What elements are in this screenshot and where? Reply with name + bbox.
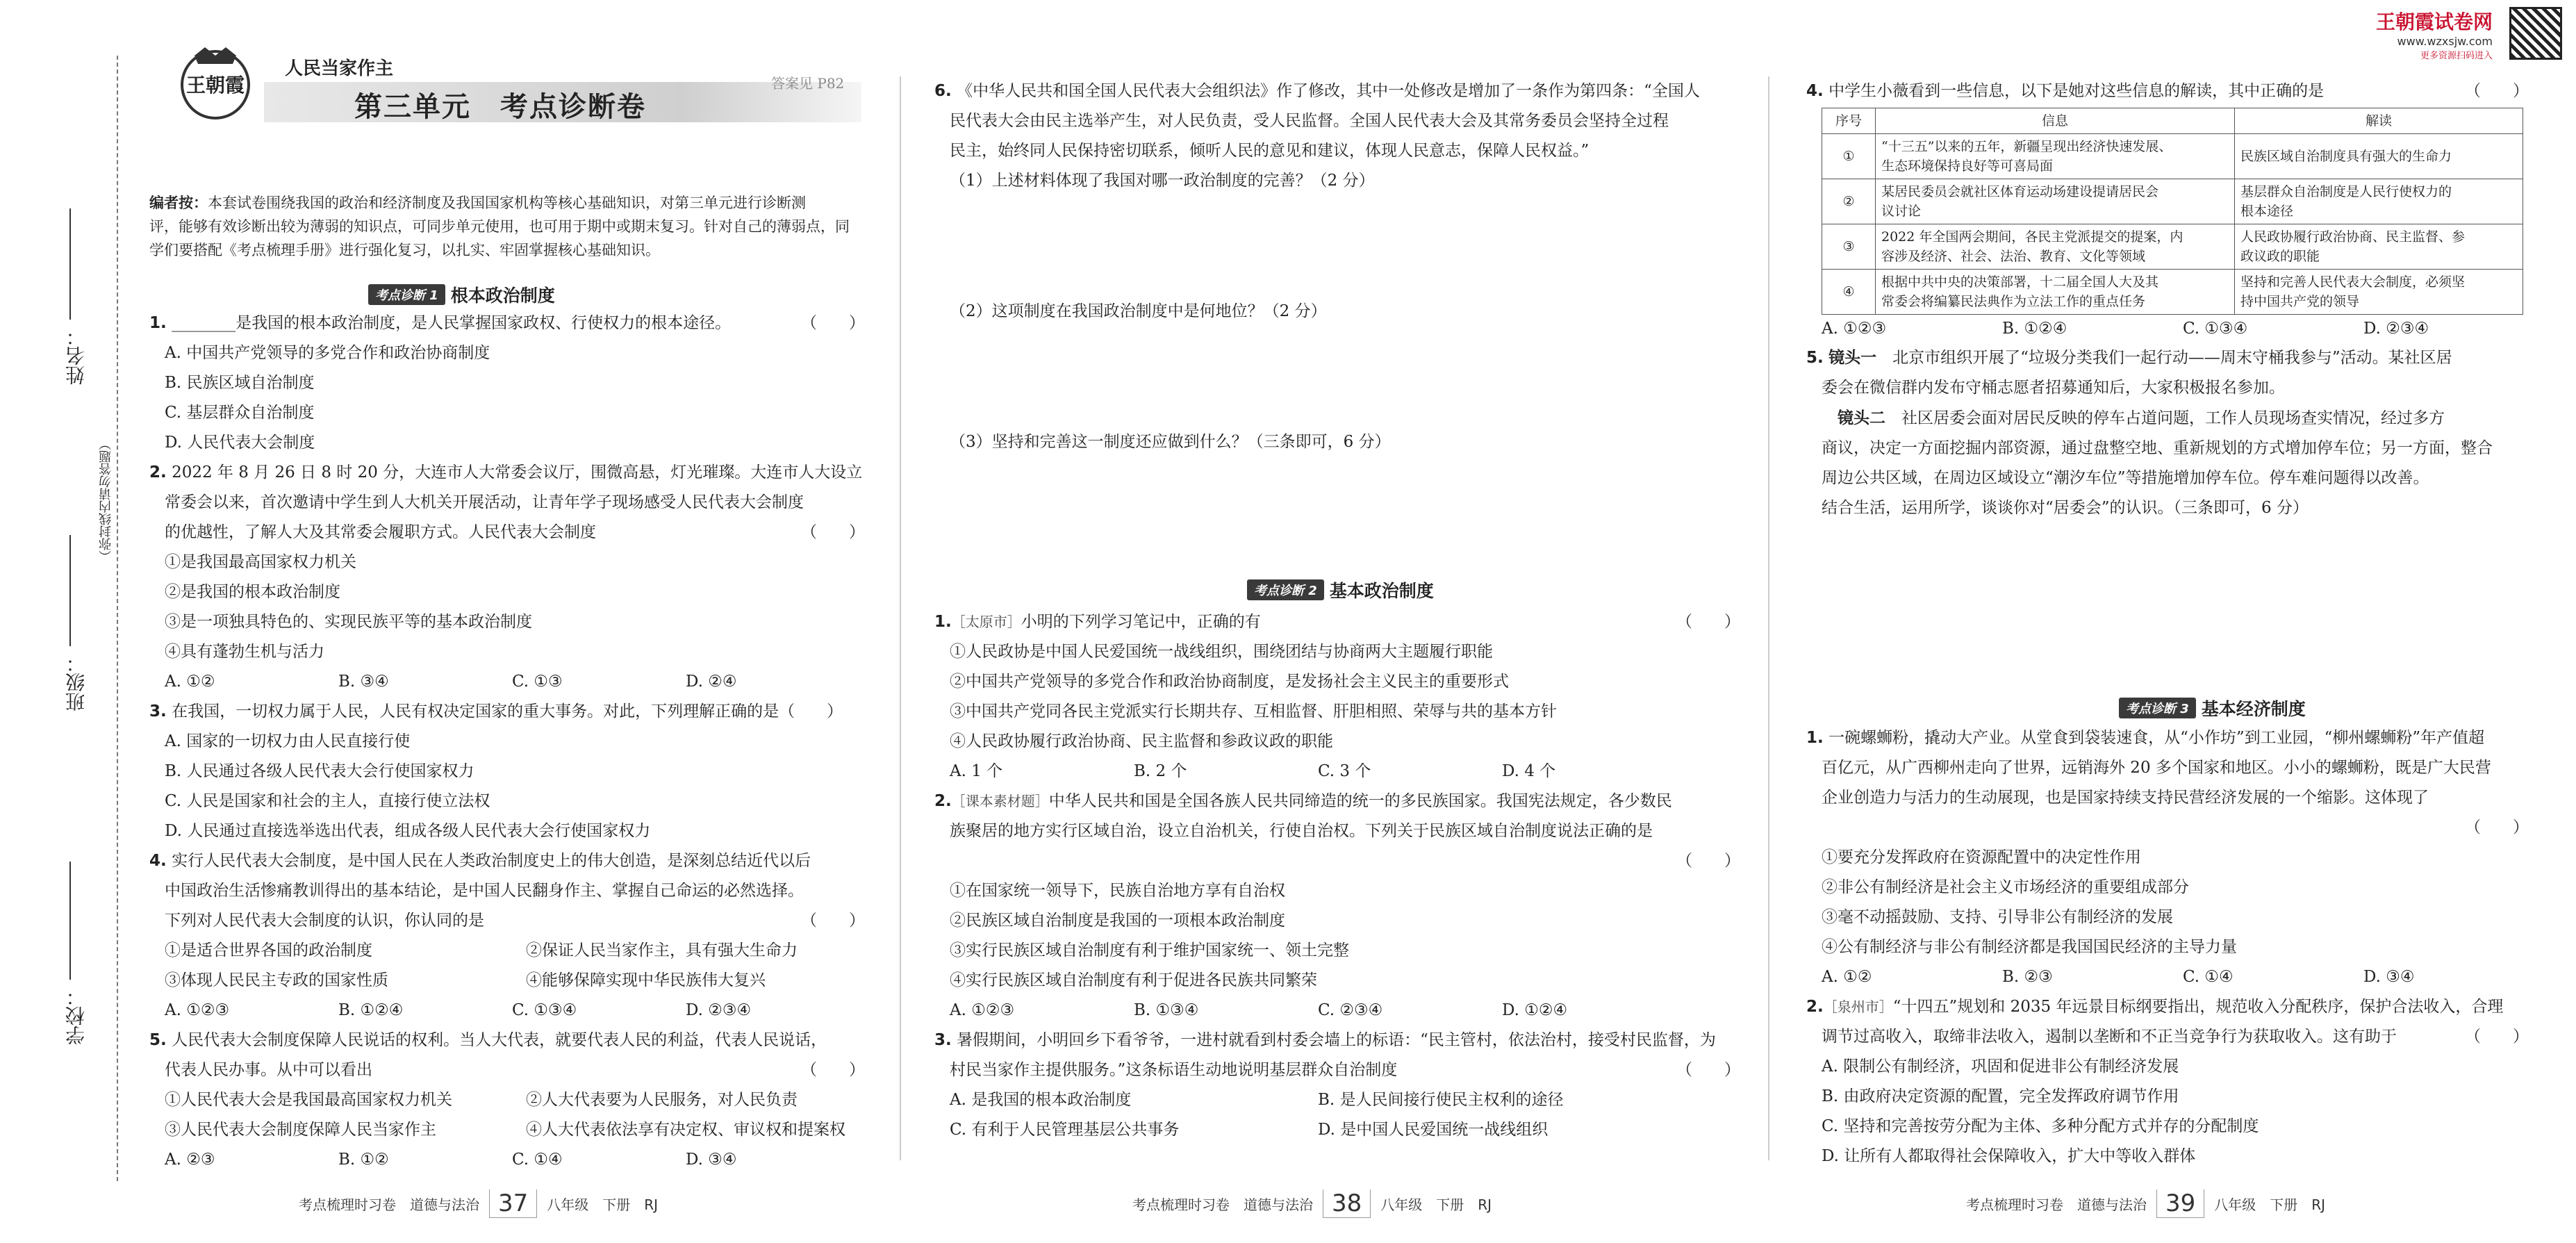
statement: ③人民代表大会制度保障人民当家作主: [165, 1121, 436, 1139]
editor-note: 编者按：本套试卷围绕我国的政治和经济制度及我国国家机构等核心基础知识，对第三单元进行诊断测 评，能够有效诊断出较为薄弱的知识点，可同步单元使用，也可用于期中或期末复习。针对自己的薄弱点，同 学们要搭配《考点梳理手册》进行强化复习，以扎实、牢固掌握核心基础知识。: [149, 194, 850, 258]
option[interactable]: A. 国家的一切权力由人民直接行使: [165, 732, 411, 750]
statement: ②是我国的根本政治制度: [165, 583, 340, 601]
choice-row: [149, 667, 865, 697]
statement: ①人民政协是中国人民爱国统一战线组织，围绕团结与协商两大主题履行职能: [950, 643, 1493, 661]
section-3-header: [2119, 695, 2306, 721]
table-row: ② 某居民委员会就社区体育运动场建设提请居民会 议讨论 基层群众自治制度是人民行使权力的 根本途径: [1822, 179, 2523, 224]
question-4: 4. 实行人民代表大会制度，是中国人民在人类政治制度史上的伟大创造，是深刻总结近代以后: [149, 852, 811, 870]
statement: ②保证人民当家作主，具有强大生命力: [526, 941, 798, 960]
answer-paren[interactable]: （ ）: [2465, 818, 2529, 837]
seal-note: （弥封线内请勿答题）: [99, 438, 113, 563]
option[interactable]: B. 人民通过各级人民代表大会行使国家权力: [165, 762, 474, 780]
choice[interactable]: C. ①③: [512, 673, 563, 691]
choice[interactable]: D. 4 个: [1502, 762, 1556, 780]
header-series: 人民当家作主: [285, 58, 394, 79]
statement: ①要充分发挥政府在资源配置中的决定性作用: [1822, 848, 2141, 866]
sub-question-3: （3）坚持和完善这一制度还应做到什么？（三条即可，6 分）: [950, 433, 1391, 451]
answer-paren[interactable]: （ ）: [1676, 613, 1740, 631]
option[interactable]: A. 中国共产党领导的多党合作和政治协商制度: [165, 344, 490, 362]
choice[interactable]: A. ①②: [1822, 968, 1872, 986]
name-label: 姓名：: [65, 327, 88, 385]
option[interactable]: C. 有利于人民管理基层公共事务: [950, 1121, 1180, 1139]
statement: ①在国家统一领导下，民族自治地方享有自治权: [950, 882, 1285, 900]
answer-area-q5[interactable]: [1806, 523, 2529, 669]
section-2-title: 基本政治制度: [1329, 581, 1434, 601]
answer-paren[interactable]: （ ）: [2465, 82, 2529, 100]
info-table: [1822, 108, 2523, 315]
class-label: 班级：: [65, 653, 88, 711]
section-1-header: [368, 282, 555, 307]
option[interactable]: C. 人民是国家和社会的主人，直接行使立法权: [165, 792, 490, 810]
sub-question-1: （1）上述材料体现了我国对哪一政治制度的完善？（2 分）: [950, 172, 1375, 190]
option[interactable]: A. 限制公有制经济，巩固和促进非公有制经济发展: [1822, 1057, 2179, 1076]
school-label: 学校：: [65, 987, 88, 1045]
statement: ②民族区域自治制度是我国的一项根本政治制度: [950, 912, 1285, 930]
statement: ④人大代表依法享有决定权、审议权和提案权: [526, 1121, 845, 1139]
option[interactable]: B. 由政府决定资源的配置，完全发挥政府调节作用: [1822, 1087, 2179, 1105]
answer-ref: 答案见 P82: [771, 75, 845, 92]
question-5: 5. 镜头一 北京市组织开展了“垃圾分类我们一起行动——周末守桶我参与”活动。某社区居: [1806, 348, 2452, 367]
question-1: 1. ________是我国的根本政治制度，是人民掌握国家政权、行使权力的根本途径。 （ ）: [149, 308, 865, 338]
table-row: ④ 根据中共中央的决策部署，十二届全国人大及其 常委会将编纂民法典作为立法工作的重点任务 坚持和完善人民代表大会制度，必须坚 持中国共产党的领导: [1822, 270, 2523, 315]
section-2-header: [1247, 577, 1434, 602]
choice[interactable]: C. ①③④: [512, 1001, 577, 1019]
choice[interactable]: C. ②③④: [1318, 1001, 1383, 1019]
choice[interactable]: C. ①③④: [2183, 320, 2248, 338]
column-divider-2: [1768, 76, 1769, 1160]
choice[interactable]: D. ③④: [686, 1151, 737, 1169]
page-number: 38: [1323, 1190, 1371, 1218]
choice[interactable]: A. ①②③: [165, 1001, 230, 1019]
statement: ②人大代表要为人民服务，对人民负责: [526, 1091, 798, 1109]
site-slogan: 更多资源扫码进入: [2420, 51, 2493, 61]
p39-top: 4. 中学生小薇看到一些信息，以下是她对这些信息的解读，其中正确的是 （ ） 序号 信息 解读 ① “十三五”以来的五年，新疆呈现出经济快速发展、 生态环境保持良好等可喜局面 民族区域自治制度具有强大的生命力 ② 某居民委员会就社区体育运动场建设提请居民会 议讨论 基层群众自治制度是人民行使权力的 根本途径 ③ 2022 年全国两会期间，各民主党派提交的提案，内 容涉及经济、社会、法治、教育、文化等领域 人民政协履行政治协商、民主监督、参 政议政的职能 ④ 根据中共中央的决策部署，十二届全国人大及其 常委会将编纂民法典作为立法工作的重点任务 坚持和完善人民代表大会制度，必须坚 持中国共产党的领导 A. ①②③ B. ①②④ C. ①③④ D. ②③④ 5. 镜头一 北京市组织开展了“垃圾分类我们一起行动——周末守桶我参与”活动。某社区居 委会在微信群内发布守桶志愿者招募通知后，大家积极报名参加。 镜头二 社区居委会面对居民反映的停车占道问题，工作人员现场查实情况，经过多方 商议，决定一方面挖掘内部资源，通过盘整空地、重新规划的方式增加停车位；另一方面，整合 周边公共区域，在周边区域设立“潮汐车位”等措施增加停车位。停车难问题得以改善。 结合生活，运用所学，谈谈你对“居委会”的认识。（三条即可，6 分）: [1806, 76, 2529, 669]
choice-row: [934, 996, 1740, 1026]
choice[interactable]: C. 3 个: [1318, 762, 1371, 780]
p38-questions: 1.［太原市］小明的下列学习笔记中，正确的有 （ ） ①人民政协是中国人民爱国统一战线组织，围绕团结与协商两大主题履行职能 ②中国共产党领导的多党合作和政治协商制度，是发扬社会主义民主的重要形式 ③中国共产党同各民主党派实行长期共存、互相监督、肝胆相照、荣辱与共的基本方针 ④人民政协履行政治协商、民主监督和参政议政的职能 A. 1 个 B. 2 个 C. 3 个 D. 4 个 2.［课本素材题］中华人民共和国是全国各族人民共同缔造的统一的多民族国家。我国宪法规定，各少数民 族聚居的地方实行区域自治，设立自治机关，行使自治权。下列关于民族区域自治制度说法正确的是 （ ） ①在国家统一领导下，民族自治地方享有自治权 ②民族区域自治制度是我国的一项根本政治制度 ③实行民族区域自治制度有利于维护国家统一、领土完整 ④实行民族区域自治制度有利于促进各民族共同繁荣 A. ①②③ B. ①③④ C. ②③④ D. ①②④ 3. 暑假期间，小明回乡下看爷爷，一进村就看到村委会墙上的标语：“民主管村，依法治村，接受村民监督，为 村民当家作主提供服务。”这条标语生动地说明基层群众自治制度 （ ） A. 是我国的根本政治制度 B. 是人民间接行使民主权利的途径 C. 有利于人民管理基层公共事务 D. 是中国人民爱国统一战线组织: [934, 607, 1740, 1145]
page-title: 第三单元 考点诊断卷: [354, 91, 646, 123]
option[interactable]: D. 人民通过直接选举选出代表，组成各级人民代表大会行使国家权力: [165, 822, 651, 840]
svg-text:王朝霞: 王朝霞: [185, 74, 245, 97]
statement: ③体现人民民主专政的国家性质: [165, 971, 388, 989]
choice[interactable]: D. ②④: [686, 673, 737, 691]
name-underline[interactable]: [69, 208, 71, 320]
statement: ③实行民族区域自治制度有利于维护国家统一、领土完整: [950, 941, 1349, 960]
statement: ③是一项独具特色的、实现民族平等的基本政治制度: [165, 613, 532, 631]
option[interactable]: C. 坚持和完善按劳分配为主体、多种分配方式并存的分配制度: [1822, 1117, 2259, 1135]
answer-area-1[interactable]: [934, 196, 1692, 297]
section-1-tag: 考点诊断 1: [368, 284, 445, 305]
option[interactable]: D. 是中国人民爱国统一战线组织: [1318, 1121, 1549, 1139]
editor-note-lead: 编者按：: [149, 194, 208, 211]
p39-questions: 1. 一碗螺蛳粉，撬动大产业。从堂食到袋装速食，从“小作坊”到工业园，“柳州螺蛳粉”年产值超 百亿元，从广西柳州走向了世界，远销海外 20 多个国家和地区。小小的螺蛳粉，既是广大民营 企业创造力与活力的生动展现，也是国家持续支持民营经济发展的一个缩影。这体现了 （ ） ①要充分发挥政府在资源配置中的决定性作用 ②非公有制经济是社会主义市场经济的重要组成部分 ③毫不动摇鼓励、支持、引导非公有制经济的发展 ④公有制经济与非公有制经济都是我国国民经济的主导力量 A. ①② B. ②③ C. ①④ D. ③④ 2.［泉州市］“十四五”规划和 2035 年远景目标纲要指出，规范收入分配秩序，保护合法收入，合理 调节过高收入，取缔非法收入，遏制以垄断和不正当竞争行为获取收入。这有助于 （ ） A. 限制公有制经济，巩固和促进非公有制经济发展 B. 由政府决定资源的配置，完全发挥政府调节作用 C. 坚持和完善按劳分配为主体、多种分配方式并存的分配制度 D. 让所有人都取得社会保障收入，扩大中等收入群体: [1806, 723, 2529, 1171]
table-row: ③ 2022 年全国两会期间，各民主党派提交的提案，内 容涉及经济、社会、法治、教育、文化等领域 人民政协履行政治协商、民主监督、参 政议政的职能: [1822, 224, 2523, 270]
answer-area-2[interactable]: [934, 327, 1692, 427]
choice[interactable]: B. ①②: [338, 1151, 389, 1169]
choice-row: [149, 996, 865, 1026]
page-number: 39: [2156, 1190, 2204, 1218]
seal-line: [117, 56, 118, 1181]
choice-row: [1806, 315, 2529, 343]
question-6: 6. 《中华人民共和国全国人民代表大会组织法》作了修改，其中一处修改是增加了一条作为第四条：“全国人: [934, 82, 1700, 100]
column-divider-1: [900, 76, 901, 1160]
option[interactable]: B. 是人民间接行使民主权利的途径: [1318, 1091, 1564, 1109]
site-name: 王朝霞试卷网: [2376, 10, 2493, 33]
statement: ④具有蓬勃生机与活力: [165, 643, 324, 661]
choice[interactable]: D. ②③④: [2363, 320, 2429, 338]
choice[interactable]: C. ①④: [512, 1151, 563, 1169]
question-e1: 1. 一碗螺蛳粉，撬动大产业。从堂食到袋装速食，从“小作坊”到工业园，“柳州螺蛳粉”年产值超: [1806, 729, 2485, 747]
answer-paren[interactable]: （ ）: [801, 1061, 865, 1079]
answer-paren[interactable]: （ ）: [2465, 1028, 2529, 1046]
question-3: 3. 暑假期间，小明回乡下看爷爷，一进村就看到村委会墙上的标语：“民主管村，依法治村，接受村民监督，为: [934, 1031, 1716, 1049]
table-header: 序号 信息 解读: [1822, 108, 2523, 134]
section-2-tag: 考点诊断 2: [1247, 579, 1324, 600]
section-3-title: 基本经济制度: [2201, 699, 2306, 719]
option[interactable]: C. 基层群众自治制度: [165, 404, 315, 422]
site-url: www.wzxsjw.com: [2397, 35, 2493, 48]
answer-paren[interactable]: （ ）: [1676, 852, 1740, 870]
choice[interactable]: A. ①②: [165, 673, 215, 691]
statement: ③毫不动摇鼓励、支持、引导非公有制经济的发展: [1822, 908, 2173, 926]
choice-row: [1806, 962, 2529, 992]
page-footer-37: 考点梳理时习卷 道德与法治 37 八年级 下册 RJ: [299, 1190, 659, 1217]
page-number: 37: [489, 1190, 537, 1218]
option[interactable]: D. 让所有人都取得社会保障收入，扩大中等收入群体: [1822, 1147, 2196, 1165]
question-3: 3. 在我国，一切权力属于人民，人民有权决定国家的重大事务。对此，下列理解正确的是（ ）: [149, 702, 843, 721]
answer-paren[interactable]: （ ）: [801, 912, 865, 930]
table-row: ① “十三五”以来的五年，新疆呈现出经济快速发展、 生态环境保持良好等可喜局面 民族区域自治制度具有强大的生命力: [1822, 134, 2523, 179]
question-4: 4. 中学生小薇看到一些信息，以下是她对这些信息的解读，其中正确的是 （ ）: [1806, 76, 2529, 106]
choice[interactable]: B. ②③: [2002, 968, 2053, 986]
choice[interactable]: B. ③④: [338, 673, 389, 691]
question-1: 1.［太原市］小明的下列学习笔记中，正确的有 （ ）: [934, 607, 1740, 637]
question-5: 5. 人民代表大会制度保障人民说话的权利。当人大代表，就要代表人民的利益，代表人民说话，: [149, 1031, 827, 1049]
brand-logo: [174, 42, 257, 125]
choice[interactable]: B. ①③④: [1134, 1001, 1199, 1019]
choice[interactable]: B. ①②④: [338, 1001, 404, 1019]
statement: ①人民代表大会是我国最高国家权力机关: [165, 1091, 452, 1109]
answer-paren[interactable]: （ ）: [801, 314, 865, 332]
choice-row: [149, 1145, 865, 1175]
school-underline[interactable]: [69, 862, 71, 980]
option[interactable]: A. 是我国的根本政治制度: [950, 1091, 1132, 1109]
choice[interactable]: D. ②③④: [686, 1001, 752, 1019]
p38-top: 6. 《中华人民共和国全国人民代表大会组织法》作了修改，其中一处修改是增加了一条作为第四条：“全国人 民代表大会由民主选举产生，对人民负责，受人民监督。全国人民代表大会及其常务委员会坚持全过程 民主，始终同人民保持密切联系，倾听人民的意见和建议，体现人民意志，保障人民权益。” （1）上述材料体现了我国对哪一政治制度的完善？（2 分） （2）这项制度在我国政治制度中是何地位？（2 分） （3）坚持和完善这一制度还应做到什么？（三条即可，6 分）: [934, 76, 1692, 575]
option[interactable]: D. 人民代表大会制度: [165, 434, 315, 452]
statement: ①是适合世界各国的政治制度: [165, 941, 372, 960]
choice[interactable]: C. ①④: [2183, 968, 2234, 986]
page-footer-38: 考点梳理时习卷 道德与法治 38 八年级 下册 RJ: [1132, 1190, 1492, 1217]
p37-questions: 1. ________是我国的根本政治制度，是人民掌握国家政权、行使权力的根本途径。 （ ） A. 中国共产党领导的多党合作和政治协商制度 B. 民族区域自治制度 C. 基层群众自治制度 D. 人民代表大会制度 2. 2022 年 8 月 26 日 8 时 20 分，大连市人大常委会议厅，围微高悬，灯光璀璨。大连市人大设立 常委会以来，首次邀请中学生到人大机关开展活动，让青年学子现场感受人民代表大会制度 的优越性，了解人大及其常委会履职方式。人民代表大会制度 （ ） ①是我国最高国家权力机关 ②是我国的根本政治制度 ③是一项独具特色的、实现民族平等的基本政治制度 ④具有蓬勃生机与活力 A. ①② B. ③④ C. ①③ D. ②④ 3. 在我国，一切权力属于人民，人民有权决定国家的重大事务。对此，下列理解正确的是（ ） A. 国家的一切权力由人民直接行使 B. 人民通过各级人民代表大会行使国家权力 C. 人民是国家和社会的主人，直接行使立法权 D. 人民通过直接选举选出代表，组成各级人民代表大会行使国家权力 4. 实行人民代表大会制度，是中国人民在人类政治制度史上的伟大创造，是深刻总结近代以后 中国政治生活惨痛教训得出的基本结论，是中国人民翻身作主、掌握自己命运的必然选择。 下列对人民代表大会制度的认识，你认同的是 （ ） ①是适合世界各国的政治制度 ②保证人民当家作主，具有强大生命力 ③体现人民民主专政的国家性质 ④能够保障实现中华民族伟大复兴 A. ①②③ B. ①②④ C. ①③④ D. ②③④ 5. 人民代表大会制度保障人民说话的权利。当人大代表，就要代表人民的利益，代表人民说话， 代表人民办事。从中可以看出 （ ） ①人民代表大会是我国最高国家权力机关 ②人大代表要为人民服务，对人民负责 ③人民代表大会制度保障人民当家作主 ④人大代表依法享有决定权、审议权和提案权 A. ②③ B. ①② C. ①④ D. ③④: [149, 308, 865, 1175]
statement: ①是我国最高国家权力机关: [165, 553, 356, 571]
statement: ②非公有制经济是社会主义市场经济的重要组成部分: [1822, 878, 2189, 896]
question-2: 2.［课本素材题］中华人民共和国是全国各族人民共同缔造的统一的多民族国家。我国宪法规定，各少数民: [934, 792, 1672, 810]
answer-paren[interactable]: （ ）: [801, 523, 865, 541]
statement: ④公有制经济与非公有制经济都是我国国民经济的主导力量: [1822, 938, 2237, 956]
sub-question-2: （2）这项制度在我国政治制度中是何地位？（2 分）: [950, 302, 1327, 320]
choice[interactable]: D. ①②④: [1502, 1001, 1568, 1019]
choice[interactable]: A. ①②③: [950, 1001, 1015, 1019]
question-2: 2. 2022 年 8 月 26 日 8 时 20 分，大连市人大常委会议厅，围微高悬，灯光璀璨。大连市人大设立: [149, 463, 863, 481]
choice[interactable]: A. ②③: [165, 1151, 215, 1169]
option[interactable]: B. 民族区域自治制度: [165, 374, 315, 392]
choice[interactable]: D. ③④: [2363, 968, 2415, 986]
class-underline[interactable]: [69, 535, 71, 646]
choice[interactable]: A. 1 个: [950, 762, 1003, 780]
answer-area-3[interactable]: [934, 457, 1692, 575]
answer-paren[interactable]: （ ）: [1676, 1061, 1740, 1079]
choice[interactable]: B. ①②④: [2002, 320, 2067, 338]
site-logo: [2376, 7, 2493, 61]
choice[interactable]: B. 2 个: [1134, 762, 1187, 780]
question-e2: 2.［泉州市］“十四五”规划和 2035 年远景目标纲要指出，规范收入分配秩序，保护合法收入，合理: [1806, 998, 2504, 1016]
statement: ③中国共产党同各民主党派实行长期共存、互相监督、肝胆相照、荣辱与共的基本方针: [950, 702, 1557, 721]
choice-row: [934, 757, 1740, 787]
qr-code-icon: [2509, 7, 2562, 60]
statement: ②中国共产党领导的多党合作和政治协商制度，是发扬社会主义民主的重要形式: [950, 673, 1509, 691]
section-3-tag: 考点诊断 3: [2119, 698, 2196, 718]
section-1-title: 根本政治制度: [450, 286, 555, 306]
page-footer-39: 考点梳理时习卷 道德与法治 39 八年级 下册 RJ: [1966, 1190, 2326, 1217]
statement: ④实行民族区域自治制度有利于促进各民族共同繁荣: [950, 971, 1317, 989]
choice[interactable]: A. ①②③: [1822, 320, 1887, 338]
statement: ④能够保障实现中华民族伟大复兴: [526, 971, 766, 989]
statement: ④人民政协履行政治协商、民主监督和参政议政的职能: [950, 732, 1333, 750]
